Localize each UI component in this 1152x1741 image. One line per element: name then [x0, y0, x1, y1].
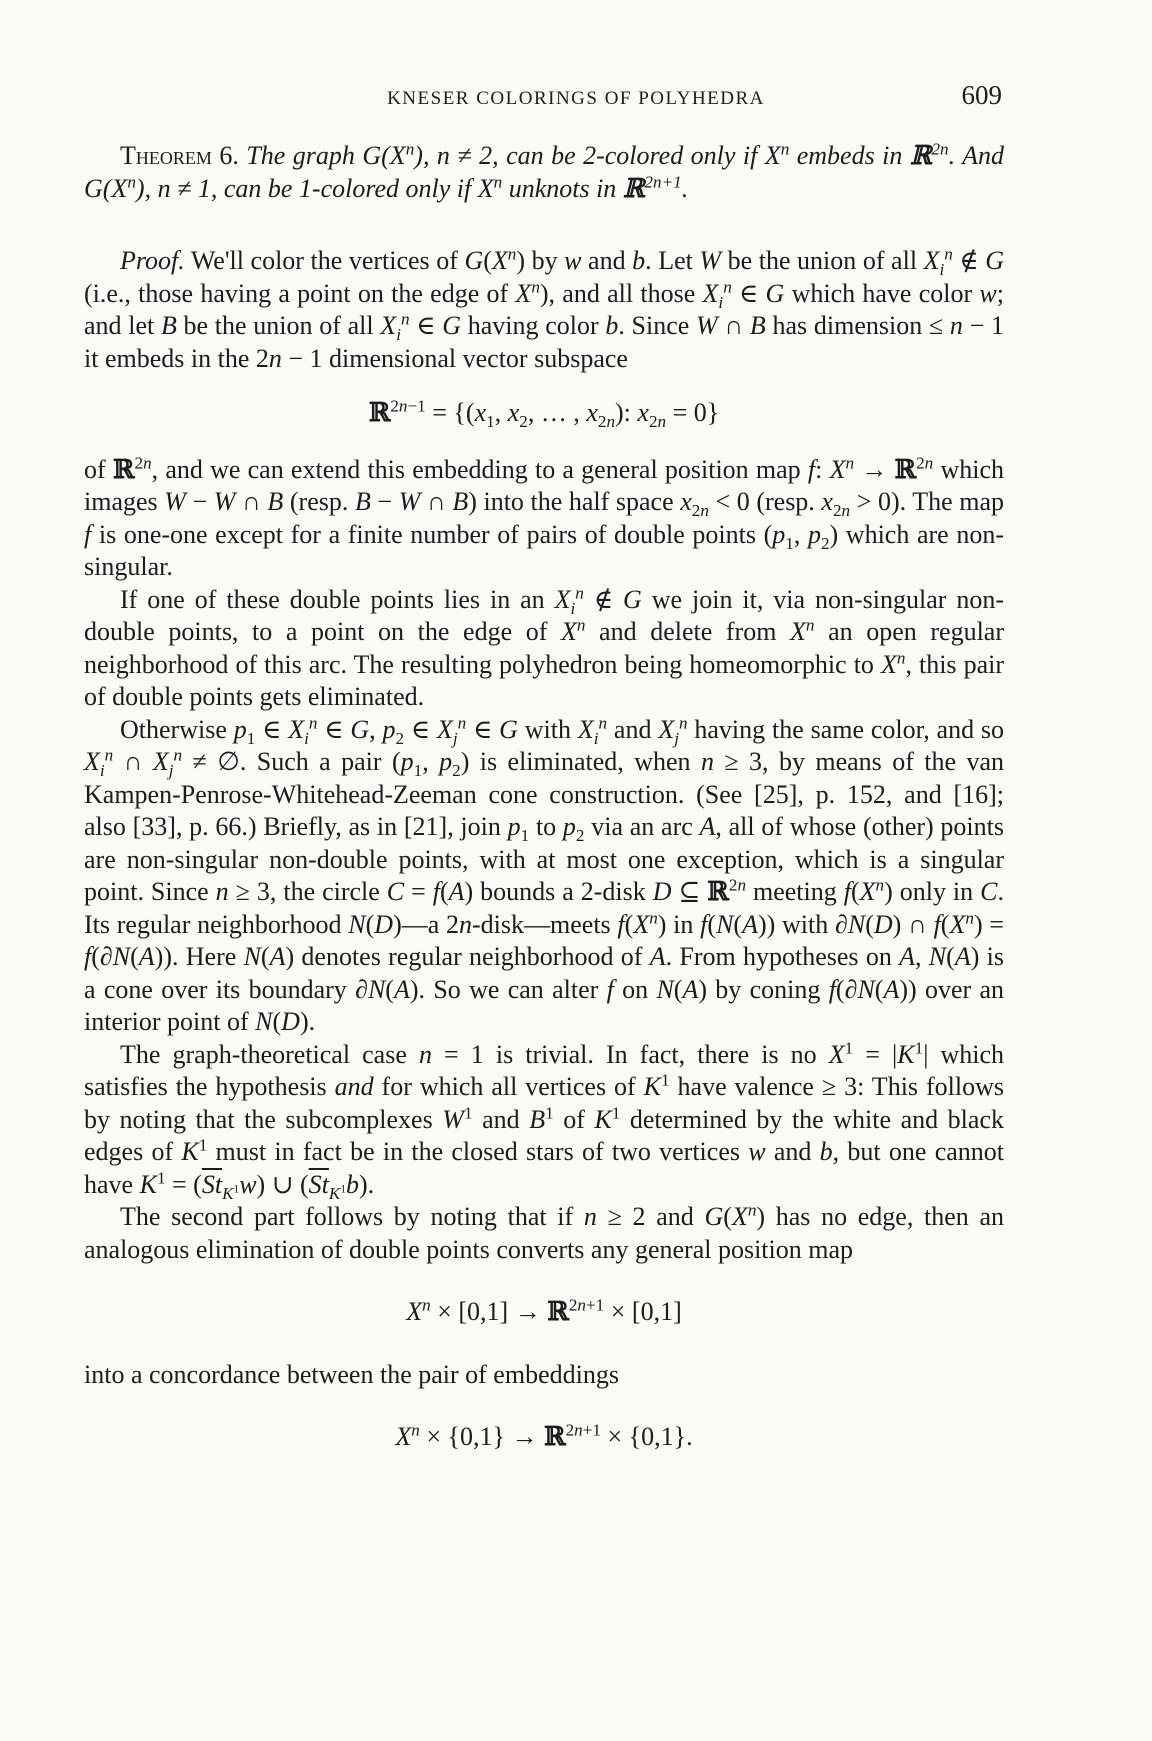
paragraph-concordance: into a concordance between the pair of embeddings — [84, 1359, 619, 1389]
display-map: $X^n \times [0,1]$ → ℝ$^{2n+1}$ × [0,1] — [406, 1295, 682, 1327]
paragraph-opening: The second part follows by noting that if — [120, 1202, 574, 1231]
display-subspace: ℝ$^{2n-1}$ = {($x_1$, $x_2$, … , $x_{2n}$): $x_{2n} = 0$} — [368, 396, 720, 432]
page-body — [84, 140, 1004, 1454]
page-number: 609 — [961, 80, 1002, 110]
display-embeddings: $X^n \times \{0,1\}$ → ℝ$^{2n+1}$ × {0,1}. — [395, 1420, 693, 1452]
paragraph-opening: If one of these double points lies in an — [120, 584, 545, 614]
paragraph-general-position: of ℝ$^{2n}$, and we can extend this embedding to a general position map f: $X^n$ → ℝ$^{2n}$ which images W − W ∩ B (resp. B − W ∩ B) into the half space $x_{2n} < 0$ (resp. $x_{2n} > 0$). The map f is one-one except for a finite number of pairs of double points ($p_1$, $p_2$) which are non-singular. — [84, 452, 1005, 581]
page-header — [0, 78, 1152, 118]
proof-paragraph: Proof. We'll color the vertices of $G(X^n)$ by w and b. Let W be the union of all $X_i^n$ ∉ G (i.e., those having a point on the edge of $X^n$), and all those $X_i^n$ ∈ G which have color w; and let B be the union of all $X_i^n$ ∈ G having color b. Since W ∩ B has dimension ≤ n − 1 it embeds in the 2n − 1 dimensional vector subspace — [84, 244, 1004, 373]
paragraph-otherwise: Otherwise $p_1$ ∈ $X_i^n$ ∈ G, $p_2$ ∈ $X_j^n$ ∈ G with $X_i^n$ and $X_j^n$ having the same color, and so $X_i^n$ ∩ $X_j^n$ ≠ ∅. Such a pair ($p_1$, $p_2$) is eliminated, when n ≥ 3, by means of the van Kampen-Penrose-Whitehead-Zeeman cone construction. (See [25], p. 152, and [16]; also [33], p. 66.) Briefly, as in [21], join $p_1$ to $p_2$ via an arc A, all of whose (other) points are non-singular non-double points, with at most one exception, which is a singular point. Since n ≥ 3, the circle C = f(A) bounds a 2-disk D ⊆ ℝ$^{2n}$ meeting $f(X^n)$ only in C. Its regular neighborhood N(D)—a 2n-disk—meets $f(X^n)$ in f(N(A)) with ∂N(D) ∩ $f(X^n) = f(\partial N(A))$. Here N(A) denotes regular neighborhood of A. From hypotheses on A, N(A) is a cone over its boundary ∂N(A). So we can alter f on N(A) by coning f(∂N(A)) over an interior point of N(D). — [84, 712, 1005, 1036]
theorem-label: Theorem 6. — [120, 141, 239, 170]
proof-label: Proof. — [120, 246, 185, 275]
running-title: KNESER COLORINGS OF POLYHEDRA — [387, 88, 765, 109]
paragraph-opening: Otherwise — [120, 714, 227, 744]
paragraph-second-part: The second part follows by noting that if n ≥ 2 and $G(X^n)$ has no edge, then an analogous elimination of double points converts any general position map — [84, 1200, 1005, 1264]
paragraph-graph-case: The graph-theoretical case n = 1 is trivial. In fact, there is no $X^1 = |K^1|$ which satisfies the hypothesis and for which all vertices of $K^1$ have valence ≥ 3: This follows by noting that the subcomplexes $W^1$ and $B^1$ of $K^1$ determined by the white and black edges of $K^1$ must in fact be in the closed stars of two vertices w and b, but one cannot have $K^1 = (\overline{St}_{K^1}w)$ ∪ $(\overline{St}_{K^1}b)$. — [84, 1037, 1005, 1203]
theorem-6 — [84, 140, 1004, 205]
theorem-statement: The graph $G(X^n)$, n ≠ 2, can be 2-colored only if $X^n$ embeds in ℝ$^{2n}$. And $G(X^n)$, n ≠ 1, can be 1-colored only if $X^n$ unknots in ℝ$^{2n+1}$. — [84, 139, 1005, 204]
paragraph-double-points: If one of these double points lies in an $X_i^n$ ∉ G we join it, via non-singular non-double points, to a point on the edge of $X^n$ and delete from $X^n$ an open regular neighborhood of this arc. The resulting polyhedron being homeomorphic to $X^n$, this pair of double points gets eliminated. — [84, 582, 1005, 711]
paragraph-opening: The graph-theoretical case — [120, 1039, 407, 1069]
